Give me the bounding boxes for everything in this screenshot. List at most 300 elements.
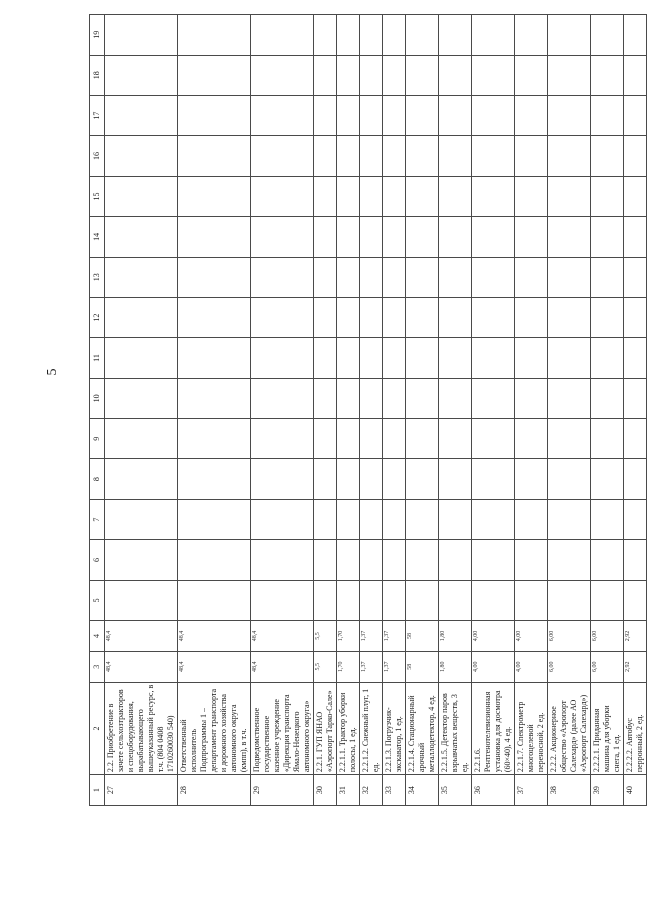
empty-cell xyxy=(251,15,314,56)
empty-cell xyxy=(515,95,548,135)
empty-cell xyxy=(472,419,515,459)
empty-cell xyxy=(337,176,360,216)
empty-cell xyxy=(178,419,251,459)
column-header: 2 xyxy=(90,682,105,774)
empty-cell xyxy=(251,217,314,257)
table-row xyxy=(439,15,472,806)
empty-cell xyxy=(406,95,439,135)
empty-cell xyxy=(178,15,251,56)
empty-cell xyxy=(548,95,591,135)
empty-cell xyxy=(624,176,647,216)
value-cell: 6,00 xyxy=(548,651,591,682)
empty-cell xyxy=(251,257,314,297)
empty-cell xyxy=(439,176,472,216)
empty-cell xyxy=(439,95,472,135)
value-cell: 4,00 xyxy=(472,621,515,652)
empty-cell xyxy=(515,136,548,176)
empty-cell xyxy=(548,338,591,378)
value-cell: 1,70 xyxy=(337,621,360,652)
empty-cell xyxy=(314,378,337,418)
empty-cell xyxy=(178,95,251,135)
empty-cell xyxy=(314,338,337,378)
value-cell: 1,80 xyxy=(439,651,472,682)
value-cell: 4,00 xyxy=(472,651,515,682)
empty-cell xyxy=(251,176,314,216)
empty-cell xyxy=(624,15,647,56)
empty-cell xyxy=(591,95,624,135)
empty-cell xyxy=(105,338,178,378)
value-cell: 6,00 xyxy=(591,621,624,652)
empty-cell xyxy=(314,136,337,176)
empty-cell xyxy=(105,540,178,580)
empty-cell xyxy=(337,136,360,176)
column-header: 6 xyxy=(90,540,105,580)
empty-cell xyxy=(105,95,178,135)
column-number-row xyxy=(90,15,105,806)
column-header: 18 xyxy=(90,55,105,95)
empty-cell xyxy=(337,338,360,378)
table-row xyxy=(178,15,251,806)
empty-cell xyxy=(439,297,472,337)
empty-cell xyxy=(515,459,548,499)
column-header: 15 xyxy=(90,176,105,216)
empty-cell xyxy=(548,257,591,297)
empty-cell xyxy=(337,297,360,337)
empty-cell xyxy=(383,176,406,216)
empty-cell xyxy=(439,15,472,56)
table-row xyxy=(515,15,548,806)
empty-cell xyxy=(251,95,314,135)
empty-cell xyxy=(105,580,178,620)
empty-cell xyxy=(383,297,406,337)
empty-cell xyxy=(624,499,647,539)
empty-cell xyxy=(178,378,251,418)
empty-cell xyxy=(406,217,439,257)
empty-cell xyxy=(360,15,383,56)
value-cell: 1,37 xyxy=(383,651,406,682)
empty-cell xyxy=(406,580,439,620)
empty-cell xyxy=(337,217,360,257)
empty-cell xyxy=(591,297,624,337)
empty-cell xyxy=(337,257,360,297)
empty-cell xyxy=(406,15,439,56)
row-name-cell: 2.2.2.1. Приданная машина для уборки снега, 1 ед. xyxy=(591,682,624,774)
row-name-cell: 2.2.2.2. Автобус перронный, 2 ед. xyxy=(624,682,647,774)
empty-cell xyxy=(251,378,314,418)
empty-cell xyxy=(515,217,548,257)
row-name-cell: Подведомственное государственное казенное учреждение «Дирекция транспорта Ямало-Ненецкого автономного округа» xyxy=(251,682,314,774)
empty-cell xyxy=(251,297,314,337)
empty-cell xyxy=(472,15,515,56)
empty-cell xyxy=(178,297,251,337)
empty-cell xyxy=(314,297,337,337)
value-cell: 48,4 xyxy=(178,651,251,682)
value-cell: 48,4 xyxy=(251,621,314,652)
column-header: 10 xyxy=(90,378,105,418)
row-name-cell: 2.2.1.5. Детектор паров взрывчатых веществ, 3 ед. xyxy=(439,682,472,774)
empty-cell xyxy=(360,176,383,216)
table-row xyxy=(360,15,383,806)
table-row xyxy=(548,15,591,806)
empty-cell xyxy=(337,499,360,539)
empty-cell xyxy=(624,378,647,418)
table-row xyxy=(406,15,439,806)
row-name-cell: 2.2.1.4. Стационарный арочный металлодетектор, 4 ед. xyxy=(406,682,439,774)
empty-cell xyxy=(439,55,472,95)
value-cell: 6,00 xyxy=(591,651,624,682)
empty-cell xyxy=(383,55,406,95)
value-cell: 1,70 xyxy=(337,651,360,682)
empty-cell xyxy=(314,499,337,539)
empty-cell xyxy=(251,136,314,176)
empty-cell xyxy=(591,15,624,56)
table-row xyxy=(251,15,314,806)
empty-cell xyxy=(360,55,383,95)
empty-cell xyxy=(515,378,548,418)
empty-cell xyxy=(624,257,647,297)
value-cell: 1,37 xyxy=(383,621,406,652)
empty-cell xyxy=(472,580,515,620)
empty-cell xyxy=(439,580,472,620)
empty-cell xyxy=(406,297,439,337)
empty-cell xyxy=(105,378,178,418)
empty-cell xyxy=(472,540,515,580)
empty-cell xyxy=(337,55,360,95)
empty-cell xyxy=(383,95,406,135)
empty-cell xyxy=(337,419,360,459)
empty-cell xyxy=(515,499,548,539)
empty-cell xyxy=(472,176,515,216)
empty-cell xyxy=(591,55,624,95)
empty-cell xyxy=(314,15,337,56)
table-row xyxy=(472,15,515,806)
empty-cell xyxy=(406,499,439,539)
empty-cell xyxy=(251,540,314,580)
column-header: 14 xyxy=(90,217,105,257)
empty-cell xyxy=(548,55,591,95)
empty-cell xyxy=(591,136,624,176)
column-header: 4 xyxy=(90,621,105,652)
empty-cell xyxy=(406,55,439,95)
column-header: 5 xyxy=(90,580,105,620)
row-number-cell: 39 xyxy=(591,775,624,806)
empty-cell xyxy=(360,540,383,580)
empty-cell xyxy=(383,419,406,459)
empty-cell xyxy=(439,257,472,297)
row-name-cell: 2.2.1. ГУП ЯНАО «Аэропорт Тарко-Сале» xyxy=(314,682,337,774)
empty-cell xyxy=(383,459,406,499)
empty-cell xyxy=(548,580,591,620)
row-number-cell: 29 xyxy=(251,775,314,806)
empty-cell xyxy=(624,540,647,580)
column-header: 19 xyxy=(90,15,105,56)
table-row xyxy=(337,15,360,806)
empty-cell xyxy=(472,55,515,95)
value-cell: 1,37 xyxy=(360,621,383,652)
empty-cell xyxy=(105,55,178,95)
value-cell: 5,5 xyxy=(314,651,337,682)
empty-cell xyxy=(548,499,591,539)
empty-cell xyxy=(178,176,251,216)
row-number-cell: 32 xyxy=(360,775,383,806)
value-cell: 2,92 xyxy=(624,621,647,652)
column-header: 8 xyxy=(90,459,105,499)
empty-cell xyxy=(515,419,548,459)
column-header: 3 xyxy=(90,651,105,682)
empty-cell xyxy=(178,459,251,499)
empty-cell xyxy=(591,378,624,418)
empty-cell xyxy=(439,378,472,418)
value-cell: 4,00 xyxy=(515,651,548,682)
empty-cell xyxy=(337,540,360,580)
page-number: 5 xyxy=(45,368,60,376)
value-cell: 48,4 xyxy=(178,621,251,652)
empty-cell xyxy=(624,217,647,257)
empty-cell xyxy=(624,55,647,95)
empty-cell xyxy=(548,176,591,216)
empty-cell xyxy=(439,338,472,378)
empty-cell xyxy=(591,419,624,459)
value-cell: 4,00 xyxy=(515,621,548,652)
empty-cell xyxy=(337,378,360,418)
empty-cell xyxy=(515,540,548,580)
empty-cell xyxy=(439,217,472,257)
row-number-cell: 40 xyxy=(624,775,647,806)
row-name-cell: 2.2.1.2. Снежный плуг, 1 ед. xyxy=(360,682,383,774)
empty-cell xyxy=(360,136,383,176)
empty-cell xyxy=(548,15,591,56)
program-financing-table xyxy=(89,14,647,806)
empty-cell xyxy=(472,136,515,176)
empty-cell xyxy=(383,257,406,297)
empty-cell xyxy=(178,540,251,580)
empty-cell xyxy=(548,297,591,337)
empty-cell xyxy=(360,499,383,539)
row-number-cell: 38 xyxy=(548,775,591,806)
row-name-cell: 2.2.1.7. Спектрометр многоцелевой переносной, 2 ед. xyxy=(515,682,548,774)
empty-cell xyxy=(406,540,439,580)
column-header: 12 xyxy=(90,297,105,337)
empty-cell xyxy=(360,419,383,459)
row-name-cell: 2.2.2. Акционерное общество «Аэропорт Салехард» (далее АО «Аэропорт Салехард») xyxy=(548,682,591,774)
empty-cell xyxy=(314,95,337,135)
empty-cell xyxy=(472,459,515,499)
column-header: 13 xyxy=(90,257,105,297)
empty-cell xyxy=(314,459,337,499)
empty-cell xyxy=(251,499,314,539)
column-header: 1 xyxy=(90,775,105,806)
empty-cell xyxy=(360,378,383,418)
empty-cell xyxy=(314,419,337,459)
rotated-table-container xyxy=(89,14,644,806)
empty-cell xyxy=(591,499,624,539)
empty-cell xyxy=(383,15,406,56)
row-name-cell: 2.2. Приобретение в зачете сельхозтракторов и спецоборудования, вырабатывающего вышеуказанный ресурс, в т.ч. (804 0408 1710260030 540) xyxy=(105,682,178,774)
empty-cell xyxy=(406,338,439,378)
empty-cell xyxy=(314,176,337,216)
empty-cell xyxy=(314,55,337,95)
empty-cell xyxy=(105,297,178,337)
empty-cell xyxy=(105,176,178,216)
empty-cell xyxy=(178,580,251,620)
empty-cell xyxy=(591,459,624,499)
column-header: 11 xyxy=(90,338,105,378)
empty-cell xyxy=(251,338,314,378)
empty-cell xyxy=(406,136,439,176)
empty-cell xyxy=(251,55,314,95)
row-number-cell: 34 xyxy=(406,775,439,806)
empty-cell xyxy=(251,459,314,499)
table-body xyxy=(105,15,647,806)
empty-cell xyxy=(439,419,472,459)
empty-cell xyxy=(360,580,383,620)
row-name-cell: 2.2.1.6. Рентгенотелевизионная установка для досмотра (60×40), 4 ед. xyxy=(472,682,515,774)
empty-cell xyxy=(472,95,515,135)
empty-cell xyxy=(360,217,383,257)
empty-cell xyxy=(360,297,383,337)
row-name-cell: Ответственный исполнитель Подпрограммы 1 – департамент транспорта и дорожного хозяйства автономного округа (кмпп), в т.ч. xyxy=(178,682,251,774)
empty-cell xyxy=(406,176,439,216)
value-cell: 2,92 xyxy=(624,651,647,682)
empty-cell xyxy=(591,176,624,216)
empty-cell xyxy=(439,459,472,499)
empty-cell xyxy=(406,419,439,459)
empty-cell xyxy=(314,257,337,297)
empty-cell xyxy=(178,338,251,378)
empty-cell xyxy=(406,459,439,499)
empty-cell xyxy=(251,419,314,459)
empty-cell xyxy=(548,419,591,459)
empty-cell xyxy=(515,257,548,297)
value-cell: 1,37 xyxy=(360,651,383,682)
empty-cell xyxy=(591,580,624,620)
empty-cell xyxy=(591,540,624,580)
value-cell: 6,00 xyxy=(548,621,591,652)
table-row xyxy=(591,15,624,806)
row-name-cell: 2.2.1.3. Погрузчик-экскаватор, 1 ед. xyxy=(383,682,406,774)
empty-cell xyxy=(383,338,406,378)
column-header: 9 xyxy=(90,419,105,459)
value-cell: 58 xyxy=(406,621,439,652)
empty-cell xyxy=(548,217,591,257)
row-number-cell: 30 xyxy=(314,775,337,806)
row-number-cell: 36 xyxy=(472,775,515,806)
empty-cell xyxy=(251,580,314,620)
value-cell: 48,4 xyxy=(105,651,178,682)
row-number-cell: 35 xyxy=(439,775,472,806)
empty-cell xyxy=(439,136,472,176)
table-row xyxy=(105,15,178,806)
row-number-cell: 37 xyxy=(515,775,548,806)
empty-cell xyxy=(624,580,647,620)
empty-cell xyxy=(178,217,251,257)
empty-cell xyxy=(515,297,548,337)
empty-cell xyxy=(591,338,624,378)
empty-cell xyxy=(383,540,406,580)
empty-cell xyxy=(406,378,439,418)
empty-cell xyxy=(548,136,591,176)
empty-cell xyxy=(383,378,406,418)
empty-cell xyxy=(548,459,591,499)
empty-cell xyxy=(383,580,406,620)
empty-cell xyxy=(178,136,251,176)
row-name-cell: 2.2.1.1. Трактор уборки полосы, 1 ед. xyxy=(337,682,360,774)
empty-cell xyxy=(548,378,591,418)
empty-cell xyxy=(624,297,647,337)
empty-cell xyxy=(105,499,178,539)
empty-cell xyxy=(383,217,406,257)
empty-cell xyxy=(337,15,360,56)
empty-cell xyxy=(383,136,406,176)
row-number-cell: 27 xyxy=(105,775,178,806)
value-cell: 58 xyxy=(406,651,439,682)
empty-cell xyxy=(624,338,647,378)
column-header: 7 xyxy=(90,499,105,539)
empty-cell xyxy=(472,257,515,297)
empty-cell xyxy=(624,136,647,176)
empty-cell xyxy=(360,95,383,135)
empty-cell xyxy=(515,55,548,95)
empty-cell xyxy=(360,338,383,378)
empty-cell xyxy=(105,419,178,459)
value-cell: 48,4 xyxy=(105,621,178,652)
empty-cell xyxy=(314,580,337,620)
empty-cell xyxy=(624,95,647,135)
empty-cell xyxy=(472,378,515,418)
empty-cell xyxy=(105,459,178,499)
empty-cell xyxy=(624,459,647,499)
empty-cell xyxy=(472,499,515,539)
empty-cell xyxy=(105,257,178,297)
empty-cell xyxy=(515,338,548,378)
empty-cell xyxy=(515,15,548,56)
empty-cell xyxy=(337,580,360,620)
empty-cell xyxy=(337,459,360,499)
empty-cell xyxy=(360,459,383,499)
empty-cell xyxy=(105,15,178,56)
empty-cell xyxy=(178,257,251,297)
empty-cell xyxy=(105,136,178,176)
table-row xyxy=(383,15,406,806)
empty-cell xyxy=(178,499,251,539)
empty-cell xyxy=(105,217,178,257)
empty-cell xyxy=(314,217,337,257)
value-cell: 48,4 xyxy=(251,651,314,682)
empty-cell xyxy=(515,580,548,620)
row-number-cell: 28 xyxy=(178,775,251,806)
empty-cell xyxy=(439,540,472,580)
empty-cell xyxy=(548,540,591,580)
value-cell: 5,5 xyxy=(314,621,337,652)
value-cell: 1,80 xyxy=(439,621,472,652)
empty-cell xyxy=(383,499,406,539)
column-header: 17 xyxy=(90,95,105,135)
row-number-cell: 31 xyxy=(337,775,360,806)
empty-cell xyxy=(472,338,515,378)
empty-cell xyxy=(624,419,647,459)
table-row xyxy=(624,15,647,806)
column-header: 16 xyxy=(90,136,105,176)
empty-cell xyxy=(337,95,360,135)
empty-cell xyxy=(472,297,515,337)
empty-cell xyxy=(439,499,472,539)
empty-cell xyxy=(591,257,624,297)
empty-cell xyxy=(314,540,337,580)
row-number-cell: 33 xyxy=(383,775,406,806)
table-row xyxy=(314,15,337,806)
empty-cell xyxy=(178,55,251,95)
empty-cell xyxy=(591,217,624,257)
